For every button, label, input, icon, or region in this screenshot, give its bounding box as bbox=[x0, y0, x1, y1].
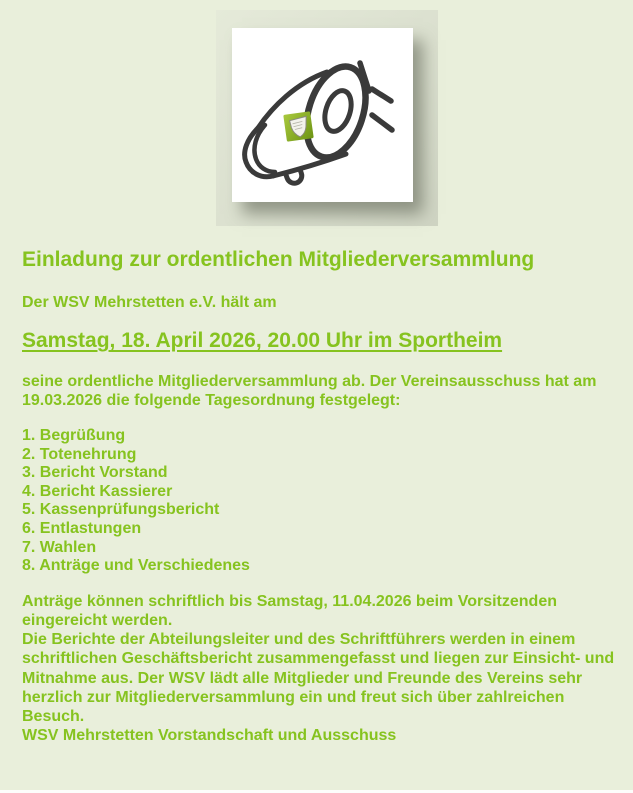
megaphone-icon bbox=[232, 28, 413, 202]
closing-line: Besuch. bbox=[22, 707, 85, 725]
closing-line: WSV Mehrstetten Vorstandschaft und Ausschuss bbox=[22, 727, 397, 745]
announcement-page bbox=[0, 10, 633, 745]
agenda-item: 5. Kassenprüfungsbericht bbox=[22, 501, 220, 519]
agenda-list bbox=[22, 427, 611, 576]
hero-image-frame bbox=[216, 10, 438, 226]
agenda-item: 3. Bericht Vorstand bbox=[22, 464, 168, 482]
agenda-item: 4. Bericht Kassierer bbox=[22, 482, 173, 500]
closing-line: eingereicht werden. bbox=[22, 611, 173, 629]
closing-line: Mitnahme aus. Der WSV lädt alle Mitglieder und Freunde des Vereins sehr bbox=[22, 669, 583, 687]
agenda-item: 6. Entlastungen bbox=[22, 519, 142, 537]
agenda-item: 2. Totenehrung bbox=[22, 445, 137, 463]
hero-image-card bbox=[232, 28, 413, 202]
page-title: Einladung zur ordentlichen Mitgliederversammlung bbox=[22, 248, 535, 271]
wsv-crest-icon bbox=[283, 111, 313, 141]
closing-line: Anträge können schriftlich bis Samstag, 11.04.2026 beim Vorsitzenden bbox=[22, 592, 557, 610]
agenda-item: 7. Wahlen bbox=[22, 538, 97, 556]
lead-line: 19.03.2026 die folgende Tagesordnung festgelegt: bbox=[22, 392, 401, 409]
closing-line: herzlich zur Mitgliederversammlung ein und freut sich über zahlreichen bbox=[22, 688, 565, 706]
announcement-body bbox=[0, 247, 633, 745]
lead-line: seine ordentliche Mitgliederversammlung ab. Der Vereinsausschuss hat am bbox=[22, 373, 597, 390]
closing-line: Die Berichte der Abteilungsleiter und des Schriftführers werden in einem bbox=[22, 631, 576, 649]
intro-line: Der WSV Mehrstetten e.V. hält am bbox=[22, 294, 277, 311]
agenda-item: 1. Begrüßung bbox=[22, 427, 126, 444]
lead-paragraph bbox=[22, 372, 611, 410]
closing-paragraph bbox=[22, 592, 615, 746]
closing-line: schriftlichen Geschäftsbericht zusammengefasst und liegen zur Einsicht- und bbox=[22, 650, 615, 668]
meeting-date-heading: Samstag, 18. April 2026, 20.00 Uhr im Sportheim bbox=[22, 329, 503, 352]
agenda-item: 8. Anträge und Verschiedenes bbox=[22, 557, 250, 575]
